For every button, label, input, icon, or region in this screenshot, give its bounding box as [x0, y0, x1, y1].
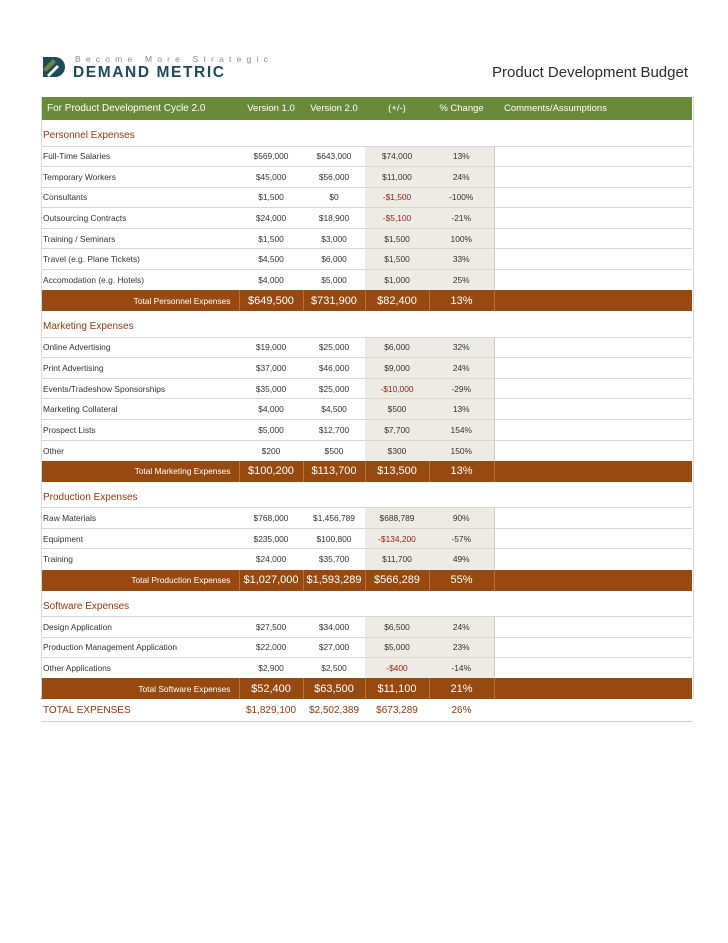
difference-cell: $7,700 — [365, 420, 429, 441]
version-2-cell: $18,900 — [303, 208, 365, 229]
section-total-row — [41, 461, 692, 482]
difference-cell: $300 — [365, 440, 429, 461]
total-version-2-cell: $113,700 — [303, 461, 365, 482]
row-label: Temporary Workers — [41, 167, 239, 188]
demand-metric-logo-icon — [41, 55, 65, 79]
version-2-cell: $46,000 — [303, 358, 365, 379]
difference-cell: $500 — [365, 399, 429, 420]
version-1-cell: $35,000 — [239, 378, 303, 399]
row-label: Prospect Lists — [41, 420, 239, 441]
version-1-cell: $24,000 — [239, 549, 303, 570]
comments-cell — [494, 270, 692, 291]
grand-total-version-2-cell: $2,502,389 — [303, 699, 365, 721]
version-1-cell: $4,500 — [239, 249, 303, 270]
percent-change-cell: 25% — [429, 270, 494, 291]
comments-cell — [494, 399, 692, 420]
version-2-cell: $25,000 — [303, 337, 365, 358]
grand-total-difference-cell: $673,289 — [365, 699, 429, 721]
total-percent-change-cell: 13% — [429, 290, 494, 311]
difference-cell: -$10,000 — [365, 378, 429, 399]
table-row — [41, 270, 692, 291]
row-label: Accomodation (e.g. Hotels) — [41, 270, 239, 291]
version-1-cell: $4,000 — [239, 399, 303, 420]
row-label: Other Applications — [41, 658, 239, 679]
total-version-2-cell: $1,593,289 — [303, 570, 365, 591]
table-row — [41, 378, 692, 399]
version-1-cell: $1,500 — [239, 187, 303, 208]
version-1-cell: $235,000 — [239, 528, 303, 549]
version-1-cell: $200 — [239, 440, 303, 461]
difference-cell: -$134,200 — [365, 528, 429, 549]
percent-change-cell: 150% — [429, 440, 494, 461]
column-header-version-2: Version 2.0 — [310, 103, 358, 114]
company-logo — [41, 45, 274, 85]
version-2-cell: $3,000 — [303, 228, 365, 249]
total-comments-cell — [494, 461, 692, 482]
percent-change-cell: 24% — [429, 167, 494, 188]
version-2-cell: $100,800 — [303, 528, 365, 549]
difference-cell: $11,700 — [365, 549, 429, 570]
brand-name: DEMAND METRIC — [73, 64, 226, 81]
comments-cell — [494, 637, 692, 658]
version-2-cell: $5,000 — [303, 270, 365, 291]
grand-total-row — [41, 699, 692, 721]
table-row — [41, 249, 692, 270]
section-total-row — [41, 678, 692, 699]
table-row — [41, 337, 692, 358]
table-row — [41, 528, 692, 549]
comments-cell — [494, 337, 692, 358]
grand-total-version-1-cell: $1,829,100 — [239, 699, 303, 721]
version-1-cell: $27,500 — [239, 617, 303, 638]
column-header-percent-change: % Change — [439, 103, 484, 114]
version-2-cell: $1,456,789 — [303, 508, 365, 529]
comments-cell — [494, 249, 692, 270]
percent-change-cell: 24% — [429, 358, 494, 379]
column-header-version-1: Version 1.0 — [247, 103, 295, 114]
table-row — [41, 187, 692, 208]
total-difference-cell: $13,500 — [365, 461, 429, 482]
version-1-cell: $37,000 — [239, 358, 303, 379]
percent-change-cell: 100% — [429, 228, 494, 249]
percent-change-cell: 23% — [429, 637, 494, 658]
version-2-cell: $6,000 — [303, 249, 365, 270]
comments-cell — [494, 420, 692, 441]
row-label: Online Advertising — [41, 337, 239, 358]
version-2-cell: $12,700 — [303, 420, 365, 441]
section-total-row — [41, 290, 692, 311]
version-1-cell: $19,000 — [239, 337, 303, 358]
version-1-cell: $5,000 — [239, 420, 303, 441]
version-2-cell: $27,000 — [303, 637, 365, 658]
total-version-2-cell: $731,900 — [303, 290, 365, 311]
section-header-row — [41, 126, 692, 146]
comments-cell — [494, 528, 692, 549]
row-label: Travel (e.g. Plane Tickets) — [41, 249, 239, 270]
table-header-row — [41, 97, 692, 120]
version-2-cell: $643,000 — [303, 146, 365, 167]
section-title-marketing-expenses: Marketing Expenses — [43, 321, 134, 333]
percent-change-cell: 33% — [429, 249, 494, 270]
grand-total-percent-change-cell: 26% — [429, 699, 494, 721]
section-title-software-expenses: Software Expenses — [43, 600, 130, 612]
row-label: Raw Materials — [41, 508, 239, 529]
column-header-comments: Comments/Assumptions — [504, 103, 607, 114]
version-2-cell: $34,000 — [303, 617, 365, 638]
table-row — [41, 549, 692, 570]
section-header-row — [41, 597, 692, 617]
section-header-row — [41, 488, 692, 508]
table-row — [41, 146, 692, 167]
table-row — [41, 637, 692, 658]
total-comments-cell — [494, 570, 692, 591]
version-1-cell: $2,900 — [239, 658, 303, 679]
comments-cell — [494, 549, 692, 570]
percent-change-cell: -57% — [429, 528, 494, 549]
column-header-category: For Product Development Cycle 2.0 — [47, 103, 206, 114]
row-label: Events/Tradeshow Sponsorships — [41, 378, 239, 399]
version-2-cell: $0 — [303, 187, 365, 208]
comments-cell — [494, 228, 692, 249]
total-comments-cell — [494, 290, 692, 311]
comments-cell — [494, 167, 692, 188]
row-label: Training — [41, 549, 239, 570]
section-header-row — [41, 317, 692, 337]
comments-cell — [494, 146, 692, 167]
total-label: Total Production Expenses — [41, 570, 239, 591]
section-total-row — [41, 570, 692, 591]
difference-cell: $688,789 — [365, 508, 429, 529]
difference-cell: $1,500 — [365, 228, 429, 249]
table-row — [41, 399, 692, 420]
difference-cell: -$1,500 — [365, 187, 429, 208]
percent-change-cell: 13% — [429, 146, 494, 167]
version-1-cell: $24,000 — [239, 208, 303, 229]
section-title-production-expenses: Production Expenses — [43, 491, 138, 503]
percent-change-cell: -29% — [429, 378, 494, 399]
comments-cell — [494, 658, 692, 679]
total-difference-cell: $11,100 — [365, 678, 429, 699]
version-1-cell: $1,500 — [239, 228, 303, 249]
difference-cell: $9,000 — [365, 358, 429, 379]
total-label: Total Software Expenses — [41, 678, 239, 699]
percent-change-cell: -14% — [429, 658, 494, 679]
row-label: Outsourcing Contracts — [41, 208, 239, 229]
percent-change-cell: 24% — [429, 617, 494, 638]
version-2-cell: $56,000 — [303, 167, 365, 188]
comments-cell — [494, 187, 692, 208]
total-percent-change-cell: 55% — [429, 570, 494, 591]
difference-cell: $5,000 — [365, 637, 429, 658]
comments-cell — [494, 358, 692, 379]
table-row — [41, 358, 692, 379]
version-2-cell: $2,500 — [303, 658, 365, 679]
difference-cell: $74,000 — [365, 146, 429, 167]
difference-cell: $1,000 — [365, 270, 429, 291]
total-percent-change-cell: 21% — [429, 678, 494, 699]
version-1-cell: $4,000 — [239, 270, 303, 291]
row-label: Equipment — [41, 528, 239, 549]
version-1-cell: $45,000 — [239, 167, 303, 188]
total-percent-change-cell: 13% — [429, 461, 494, 482]
percent-change-cell: 90% — [429, 508, 494, 529]
version-1-cell: $569,000 — [239, 146, 303, 167]
percent-change-cell: -21% — [429, 208, 494, 229]
total-version-1-cell: $1,027,000 — [239, 570, 303, 591]
row-label: Production Management Application — [41, 637, 239, 658]
percent-change-cell: 13% — [429, 399, 494, 420]
difference-cell: $1,500 — [365, 249, 429, 270]
column-header-difference: (+/-) — [388, 103, 406, 114]
percent-change-cell: -100% — [429, 187, 494, 208]
section-title-personnel-expenses: Personnel Expenses — [43, 130, 135, 142]
comments-cell — [494, 208, 692, 229]
table-row — [41, 440, 692, 461]
total-version-1-cell: $52,400 — [239, 678, 303, 699]
row-label: Design Application — [41, 617, 239, 638]
table-body — [41, 120, 692, 721]
total-version-2-cell: $63,500 — [303, 678, 365, 699]
table-row — [41, 167, 692, 188]
version-2-cell: $25,000 — [303, 378, 365, 399]
grand-total-label: TOTAL EXPENSES — [41, 699, 239, 721]
table-row — [41, 508, 692, 529]
difference-cell: -$400 — [365, 658, 429, 679]
total-version-1-cell: $649,500 — [239, 290, 303, 311]
difference-cell: $6,500 — [365, 617, 429, 638]
table-row — [41, 208, 692, 229]
difference-cell: $11,000 — [365, 167, 429, 188]
difference-cell: $6,000 — [365, 337, 429, 358]
table-row — [41, 658, 692, 679]
table-row — [41, 420, 692, 441]
percent-change-cell: 154% — [429, 420, 494, 441]
version-2-cell: $35,700 — [303, 549, 365, 570]
brand-tagline: Become More Strategic — [75, 54, 274, 64]
total-label: Total Marketing Expenses — [41, 461, 239, 482]
version-2-cell: $500 — [303, 440, 365, 461]
row-label: Print Advertising — [41, 358, 239, 379]
page-title: Product Development Budget — [492, 64, 688, 81]
difference-cell: -$5,100 — [365, 208, 429, 229]
total-label: Total Personnel Expenses — [41, 290, 239, 311]
version-1-cell: $22,000 — [239, 637, 303, 658]
percent-change-cell: 32% — [429, 337, 494, 358]
comments-cell — [494, 508, 692, 529]
version-2-cell: $4,500 — [303, 399, 365, 420]
table-row — [41, 228, 692, 249]
table-row — [41, 617, 692, 638]
percent-change-cell: 49% — [429, 549, 494, 570]
total-difference-cell: $82,400 — [365, 290, 429, 311]
total-version-1-cell: $100,200 — [239, 461, 303, 482]
total-difference-cell: $566,289 — [365, 570, 429, 591]
comments-cell — [494, 378, 692, 399]
row-label: Marketing Collateral — [41, 399, 239, 420]
grand-total-comments-cell — [494, 699, 692, 721]
row-label: Full-Time Salaries — [41, 146, 239, 167]
comments-cell — [494, 617, 692, 638]
comments-cell — [494, 440, 692, 461]
row-label: Other — [41, 440, 239, 461]
version-1-cell: $768,000 — [239, 508, 303, 529]
total-comments-cell — [494, 678, 692, 699]
budget-table — [41, 97, 692, 722]
row-label: Training / Seminars — [41, 228, 239, 249]
row-label: Consultants — [41, 187, 239, 208]
